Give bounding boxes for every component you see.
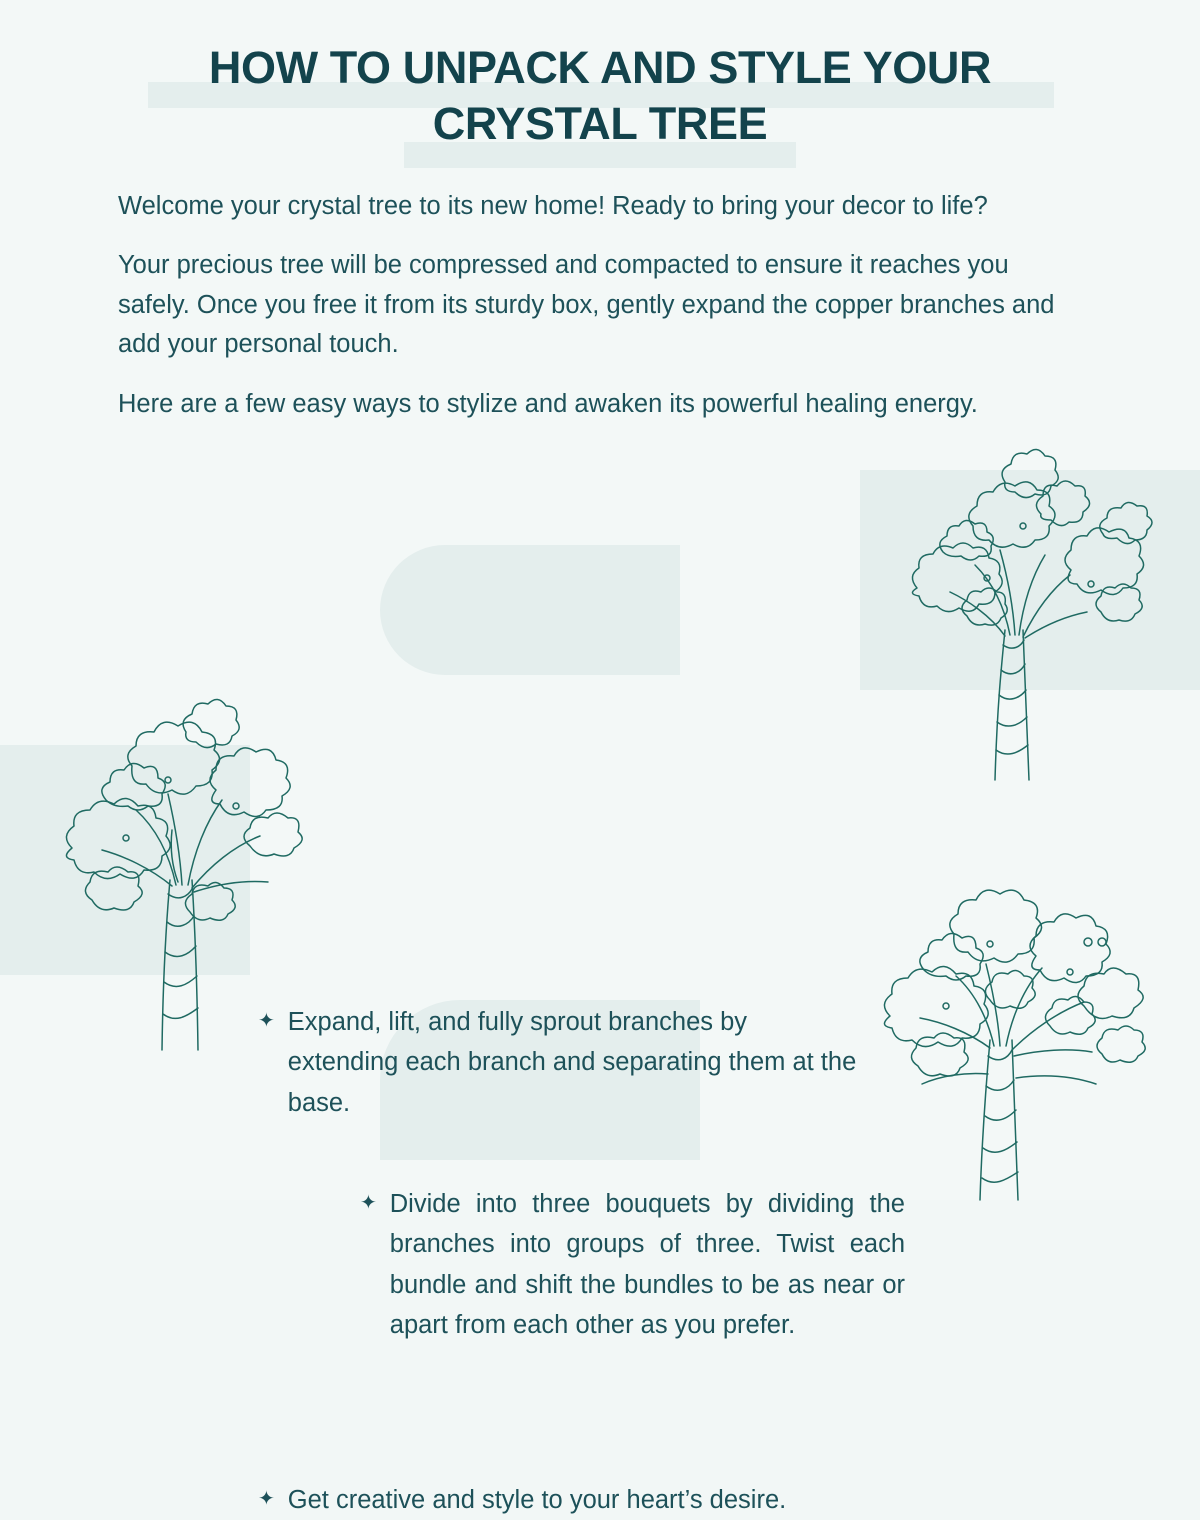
page-title: [80, 0, 1120, 152]
list-item-expand: [258, 1002, 858, 1123]
list-item-divide: [360, 1184, 905, 1345]
crystal-tree-illustration-bottom-right: [830, 860, 1190, 1200]
crystal-tree-illustration-left: [20, 670, 370, 1050]
page-title-line-1: HOW TO UNPACK AND STYLE YOUR: [208, 42, 992, 93]
paragraph-shipping: Your precious tree will be compressed and compacted to ensure it reaches you safely. Once you free it from its sturdy box, gently expand the copper branches and add your personal touch.: [118, 251, 1055, 359]
list-item-create-text: Get creative and style to your heart’s desire.: [287, 1486, 787, 1515]
paragraph-styling-intro: Here are a few easy ways to stylize and awaken its powerful healing energy.: [118, 389, 978, 418]
decorative-block-bullet-one: [380, 545, 680, 675]
list-item-create: [258, 1480, 798, 1520]
intro-copy: [0, 187, 1200, 425]
sparkle-icon: ✦: [258, 1010, 275, 1033]
paragraph-welcome: Welcome your crystal tree to its new home! Ready to bring your decor to life?: [118, 191, 988, 220]
list-item-expand-text: Expand, lift, and fully sprout branches by extending each branch and separating them at the base.: [287, 1008, 857, 1117]
sparkle-icon: ✦: [360, 1192, 377, 1215]
crystal-tree-illustration-top-right: [855, 430, 1185, 780]
sparkle-icon: ✦: [258, 1488, 275, 1511]
list-item-divide-text: Divide into three bouquets by dividing the branches into groups of three. Twist each bundle and shift the bundles to be as near or apart from each other as you prefer.: [389, 1190, 905, 1340]
page-title-line-2: CRYSTAL TREE: [432, 97, 768, 149]
